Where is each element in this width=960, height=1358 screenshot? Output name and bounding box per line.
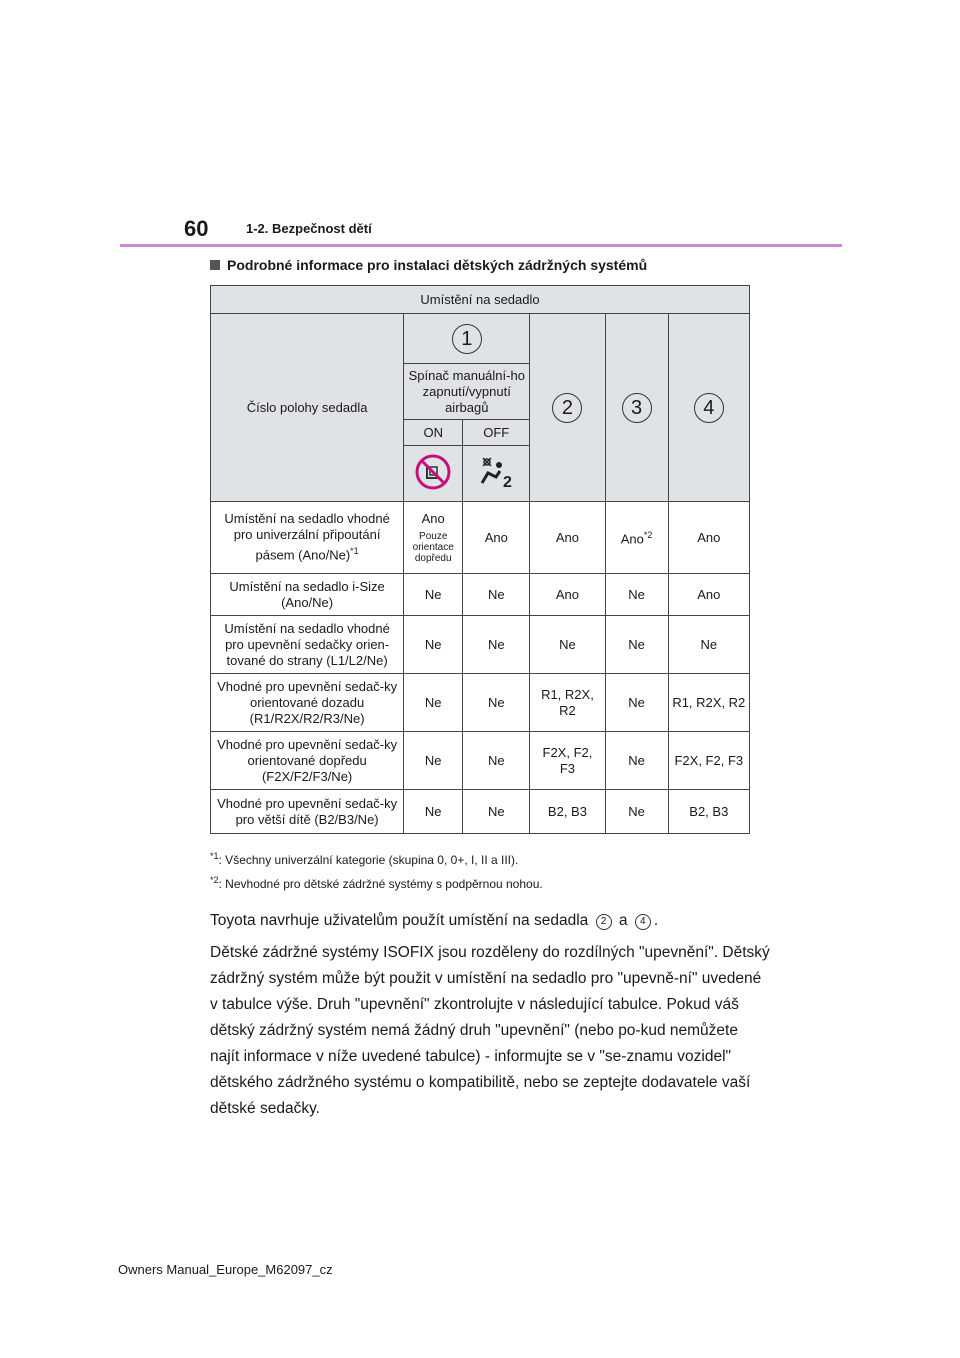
cell-p4: Ano	[668, 574, 749, 616]
cell-p2: Ano	[530, 502, 605, 574]
position-3: 3	[605, 314, 668, 502]
cell-on: Ne	[404, 616, 463, 674]
table-row	[211, 732, 750, 790]
cell-off: Ne	[463, 790, 530, 834]
row-label: Umístění na sedadlo vhodné pro univerzální připoutání pásem $(Ano/Ne)^{*1}$	[211, 502, 404, 574]
cell-p2: F2X, F2, F3	[530, 732, 605, 790]
cell-p2: Ne	[530, 616, 605, 674]
table-row	[211, 674, 750, 732]
section-title-text: Podrobné informace pro instalaci dětských zádržných systémů	[227, 257, 648, 273]
table-row	[211, 574, 750, 616]
airbag-switch-label: Spínač manuální-ho zapnutí/vypnutí airbagů	[404, 364, 530, 420]
table-row	[211, 616, 750, 674]
cell-on: Ne	[404, 574, 463, 616]
table-row	[211, 502, 750, 574]
cell-on: Ne	[404, 732, 463, 790]
cell-off: Ne	[463, 574, 530, 616]
row-label: Vhodné pro upevnění sedač-ky orientované dopředu (F2X/F2/F3/Ne)	[211, 732, 404, 790]
cell-p4: Ano	[668, 502, 749, 574]
footnote-1: $^{*1}$: Všechny univerzální kategorie (skupina 0, 0+, I, II a III).	[210, 851, 519, 867]
row-label: Vhodné pro upevnění sedač-ky pro větší dítě (B2/B3/Ne)	[211, 790, 404, 834]
position-1: 1	[404, 314, 530, 364]
cell-p2: R1, R2X, R2	[530, 674, 605, 732]
cell-off: Ne	[463, 674, 530, 732]
cell-off: Ne	[463, 732, 530, 790]
switch-off-label: OFF	[463, 420, 530, 446]
cell-p3: Ne	[605, 574, 668, 616]
cell-p4: R1, R2X, R2	[668, 674, 749, 732]
row-label: Umístění na sedadlo vhodné pro upevnění sedačky orien-tované do strany (L1/L2/Ne)	[211, 616, 404, 674]
row-header-label: Číslo polohy sedadla	[211, 314, 404, 502]
header-rule	[120, 244, 842, 247]
section-title	[210, 257, 647, 273]
cell-p3: Ne	[605, 790, 668, 834]
seat-position-table	[210, 285, 750, 834]
switch-on-label: ON	[404, 420, 463, 446]
page-number: 60	[184, 216, 209, 241]
cell-p2: Ano	[530, 574, 605, 616]
position-4: 4	[668, 314, 749, 502]
svg-text:2: 2	[503, 473, 513, 491]
cell-p3: Ne	[605, 732, 668, 790]
cell-p4: B2, B3	[668, 790, 749, 834]
cell-on: Ne	[404, 674, 463, 732]
cell-on: Ano Pouze orientace dopředu	[404, 502, 463, 574]
top-header: Umístění na sedadlo	[211, 286, 750, 314]
footer-text: Owners Manual_Europe_M62097_cz	[118, 1262, 333, 1277]
cell-off: Ne	[463, 616, 530, 674]
cell-off: Ano	[463, 502, 530, 574]
row-label: Vhodné pro upevnění sedač-ky orientované dozadu (R1/R2X/R2/R3/Ne)	[211, 674, 404, 732]
cell-p2: B2, B3	[530, 790, 605, 834]
position-2: 2	[530, 314, 605, 502]
row-label: Umístění na sedadlo i-Size (Ano/Ne)	[211, 574, 404, 616]
paragraph-recommendation: Toyota navrhuje uživatelům použít umístění na sedadla 2 a 4 .	[210, 912, 659, 929]
cell-p3: Ne	[605, 616, 668, 674]
chapter-title: 1-2. Bezpečnost dětí	[246, 221, 372, 236]
footnote-2: $^{*2}$: Nevhodné pro dětské zádržné systémy s podpěrnou nohou.	[210, 875, 543, 891]
table-row	[211, 790, 750, 834]
cell-p4: F2X, F2, F3	[668, 732, 749, 790]
cell-on: Ne	[404, 790, 463, 834]
cell-p4: Ne	[668, 616, 749, 674]
airbag-off-icon	[463, 446, 530, 502]
cell-p3: Ano$^{*2}$	[605, 502, 668, 574]
section-bullet-icon	[210, 260, 220, 270]
airbag-on-prohibited-icon	[404, 446, 463, 502]
paragraph-isofix: Dětské zádržné systémy ISOFIX jsou rozděleny do rozdílných "upevnění". Dětský zádržný systém může být použit v umístění na sedadlo pro "upevně-ní" uvedené v tabulce výše. Druh "upevnění" zkontrolujte v následující tabulce. Pokud váš dětský zádržný systém nemá žádný druh "upevnění" (nebo po-kud nemůžete najít informace v níže uvedené tabulce) - informujte se v "se-znamu vozidel" dětského zádržného systému o kompatibilitě, nebo se zeptejte dodavatele vaší dětské sedačky.	[210, 944, 770, 1117]
cell-p3: Ne	[605, 674, 668, 732]
body-text	[210, 908, 770, 1128]
